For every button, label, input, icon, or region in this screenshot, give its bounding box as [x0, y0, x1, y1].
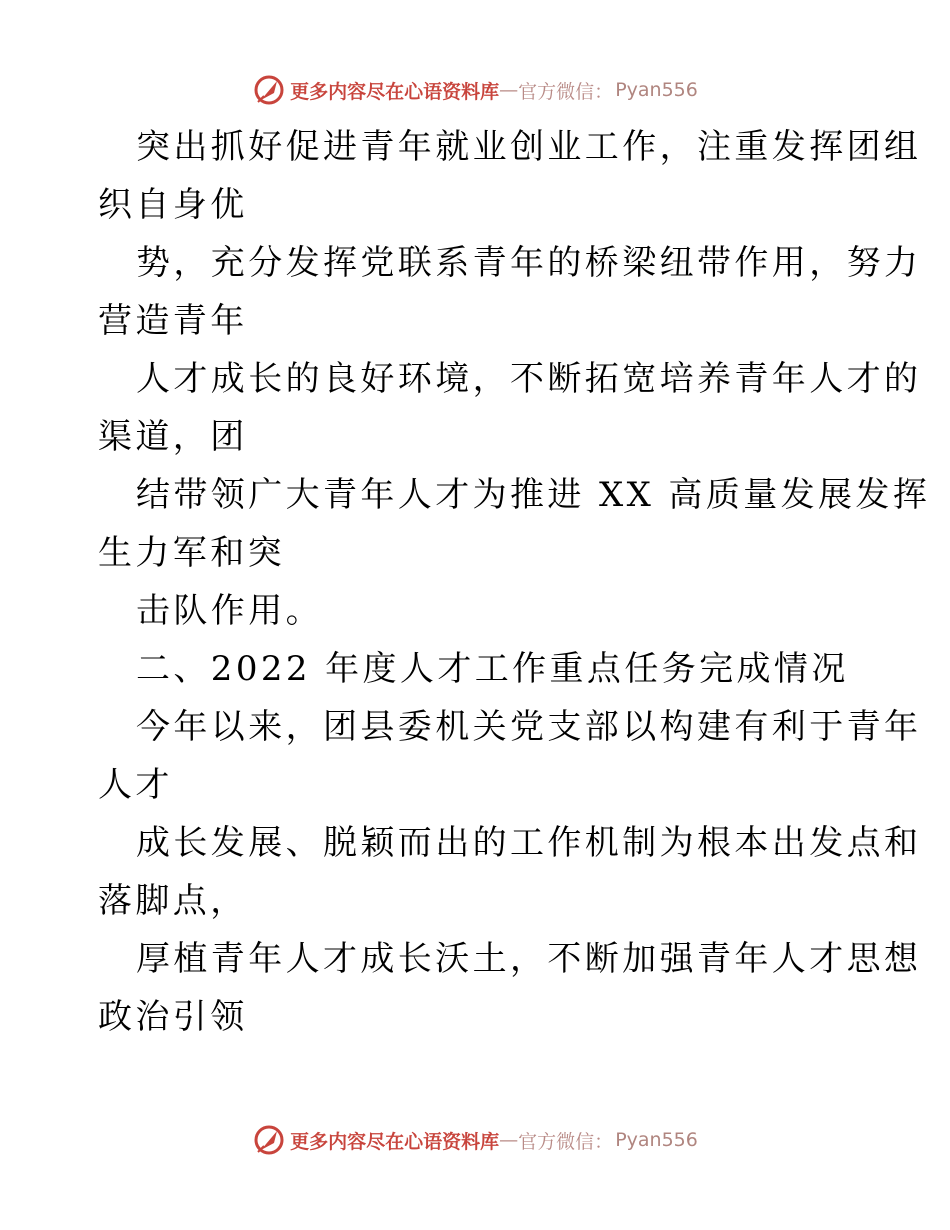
body-text-line: 成长发展、脱颖而出的工作机制为根本出发点和 [136, 823, 922, 863]
body-text-line: 政治引领 [98, 997, 248, 1037]
body-text-line: 生力军和突 [98, 533, 285, 573]
body-text-line: 人才 [98, 765, 173, 805]
watermark-main-text: 更多内容尽在心语资料库 [290, 1130, 500, 1153]
header-watermark [0, 70, 950, 110]
footer-watermark [0, 1120, 950, 1160]
body-text-line: 突出抓好促进青年就业创业工作，注重发挥团组 [136, 127, 922, 167]
watermark-dash: — [499, 79, 519, 101]
body-text-line: 击队作用。 [136, 591, 323, 631]
body-text-line: 厚植青年人才成长沃土，不断加强青年人才思想 [136, 939, 922, 979]
body-text-line: 人才成长的良好环境，不断拓宽培养青年人才的 [136, 359, 922, 399]
body-text-line: 营造青年 [98, 301, 248, 341]
body-text-line: 势，充分发挥党联系青年的桥梁纽带作用，努力 [136, 243, 922, 283]
body-text-line: 渠道，团 [98, 417, 248, 457]
watermark-dash: — [499, 1129, 519, 1151]
watermark-main-text: 更多内容尽在心语资料库 [290, 80, 500, 103]
body-text-line: 结带领广大青年人才为推进 XX 高质量发展发挥 [136, 475, 931, 515]
watermark-id-text: Pyan556 [615, 1129, 698, 1151]
document-body [98, 118, 931, 1046]
watermark-sub-text: 官方微信： [518, 80, 614, 103]
watermark-sub-text: 官方微信： [518, 1130, 614, 1153]
body-text-line: 二、2022 年度人才工作重点任务完成情况 [136, 649, 849, 689]
body-text-line: 今年以来，团县委机关党支部以构建有利于青年 [136, 707, 922, 747]
body-text-line: 织自身优 [98, 185, 248, 225]
quill-logo-icon [252, 73, 286, 107]
body-text-line: 落脚点， [98, 881, 248, 921]
watermark-id-text: Pyan556 [615, 79, 698, 101]
quill-logo-icon [252, 1123, 286, 1157]
